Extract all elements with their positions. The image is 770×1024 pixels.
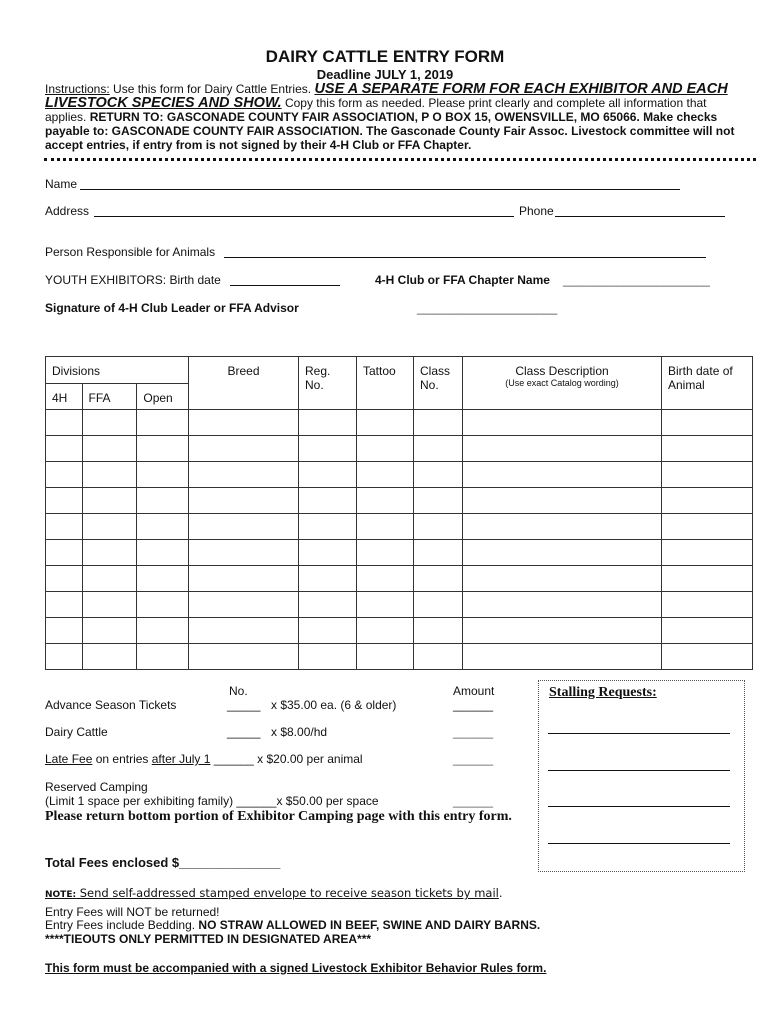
birth-date-header: Birth date of Animal	[662, 357, 753, 410]
amount-header: Amount	[453, 684, 495, 698]
instructions-emphasis: USE A SEPARATE FORM FOR EACH EXHIBITOR AND EACH LIVESTOCK SPECIES AND SHOW.	[45, 81, 728, 111]
instructions-text-1: Use this form for Dairy Cattle Entries.	[109, 82, 315, 96]
person-responsible-label: Person Responsible for Animals	[45, 245, 216, 259]
signature-field[interactable]: _____________________	[417, 301, 558, 315]
no-header: No.	[229, 684, 248, 698]
late-fee-after: after July 1	[151, 752, 211, 766]
person-responsible-field[interactable]	[224, 245, 706, 258]
camping-sub: (Limit 1 space per exhibiting family)	[45, 794, 234, 808]
table-row[interactable]	[46, 436, 753, 462]
stalling-line-4[interactable]	[548, 843, 730, 844]
table-row[interactable]	[46, 566, 753, 592]
camping-no[interactable]: ______	[236, 794, 277, 808]
advance-tickets-rate: x $35.00 ea. (6 & older)	[271, 698, 397, 712]
club-field[interactable]: ______________________	[563, 273, 710, 287]
camping-amount[interactable]: ______	[453, 794, 494, 808]
div-open-header: Open	[137, 384, 189, 410]
stalling-requests-title: Stalling Requests:	[549, 685, 657, 700]
class-description-label: Class Description	[515, 364, 609, 378]
table-row[interactable]	[46, 514, 753, 540]
reg-no-header: Reg. No.	[299, 357, 357, 410]
entry-table	[45, 356, 753, 670]
table-row[interactable]	[46, 592, 753, 618]
note-label: NOTE:	[45, 890, 77, 900]
table-row[interactable]	[46, 540, 753, 566]
note-row	[45, 886, 503, 900]
note-period: .	[498, 886, 503, 900]
late-fee-no[interactable]: ______	[210, 752, 254, 766]
stalling-line-1[interactable]	[548, 733, 730, 734]
club-label: 4-H Club or FFA Chapter Name	[375, 273, 550, 287]
camping-row	[45, 794, 379, 808]
tattoo-header: Tattoo	[357, 357, 414, 410]
name-field[interactable]	[80, 177, 680, 190]
class-description-note: (Use exact Catalog wording)	[505, 378, 619, 388]
divisions-header: Divisions	[46, 357, 189, 384]
stalling-requests-box	[538, 680, 745, 872]
dotted-divider	[44, 158, 756, 161]
class-description-header	[463, 357, 662, 410]
late-fee-row	[45, 752, 363, 766]
instructions-label: Instructions:	[45, 82, 110, 96]
table-row[interactable]	[46, 644, 753, 670]
note-line-2	[45, 918, 540, 932]
late-fee-mid: on entries	[92, 752, 152, 766]
dairy-cattle-no[interactable]: _____	[227, 725, 261, 739]
instructions	[45, 82, 735, 152]
total-fees[interactable]: Total Fees enclosed $______________	[45, 855, 281, 870]
final-note: This form must be accompanied with a signed Livestock Exhibitor Behavior Rules form.	[45, 961, 547, 975]
div-ffa-header: FFA	[82, 384, 137, 410]
phone-field[interactable]	[555, 204, 725, 217]
name-label: Name	[45, 177, 78, 191]
address-field[interactable]	[94, 204, 514, 217]
note-line-2b: NO STRAW ALLOWED IN BEEF, SWINE AND DAIRY BARNS.	[198, 918, 541, 932]
dairy-cattle-label: Dairy Cattle	[45, 725, 108, 739]
phone-label: Phone	[519, 204, 554, 218]
class-no-header: Class No.	[414, 357, 463, 410]
note-line-1: Entry Fees will NOT be returned!	[45, 905, 220, 919]
table-row[interactable]	[46, 462, 753, 488]
camping-label: Reserved Camping	[45, 780, 148, 794]
late-fee-label: Late Fee	[45, 752, 93, 766]
breed-header: Breed	[189, 357, 299, 410]
address-label: Address	[45, 204, 90, 218]
note-line-2a: Entry Fees include Bedding.	[45, 918, 199, 932]
camping-rate: x $50.00 per space	[276, 794, 379, 808]
advance-tickets-label: Advance Season Tickets	[45, 698, 177, 712]
table-row[interactable]	[46, 618, 753, 644]
stalling-line-3[interactable]	[548, 806, 730, 807]
camping-note: Please return bottom portion of Exhibitor Camping page with this entry form.	[45, 809, 512, 824]
advance-tickets-no[interactable]: _____	[227, 698, 261, 712]
note-line-3: ****TIEOUTS ONLY PERMITTED IN DESIGNATED AREA***	[45, 932, 372, 946]
youth-birth-field[interactable]	[230, 273, 340, 286]
stalling-line-2[interactable]	[548, 770, 730, 771]
div-4h-header: 4H	[46, 384, 83, 410]
instructions-return-to: RETURN TO: GASCONADE COUNTY FAIR ASSOCIATION, P O BOX 15, OWENSVILLE, MO 65066. Make checks payable to: GASCONADE COUNTY FAIR ASSOCIATION. The Gasconade County Fair Assoc. Livestock committee will not accept entries, if entry from is not signed by their 4-H Club or FFA Chapter.	[45, 110, 735, 152]
deadline: Deadline JULY 1, 2019	[316, 67, 454, 82]
table-row[interactable]	[46, 410, 753, 436]
signature-label: Signature of 4-H Club Leader or FFA Advisor	[45, 301, 299, 315]
dairy-cattle-rate: x $8.00/hd	[271, 725, 328, 739]
form-title: DAIRY CATTLE ENTRY FORM	[265, 47, 505, 66]
table-row[interactable]	[46, 488, 753, 514]
late-fee-amount[interactable]: ______	[453, 752, 494, 766]
late-fee-rate: x $20.00 per animal	[253, 752, 363, 766]
dairy-cattle-amount[interactable]: ______	[453, 725, 494, 739]
advance-tickets-amount[interactable]: ______	[453, 698, 494, 712]
note-text: Send self-addressed stamped envelope to receive season tickets by mail	[76, 886, 499, 900]
youth-birth-label: YOUTH EXHIBITORS: Birth date	[45, 273, 221, 287]
instructions-text-2: Copy this form as needed. Please print clearly and complete all information that applies.	[45, 96, 707, 124]
